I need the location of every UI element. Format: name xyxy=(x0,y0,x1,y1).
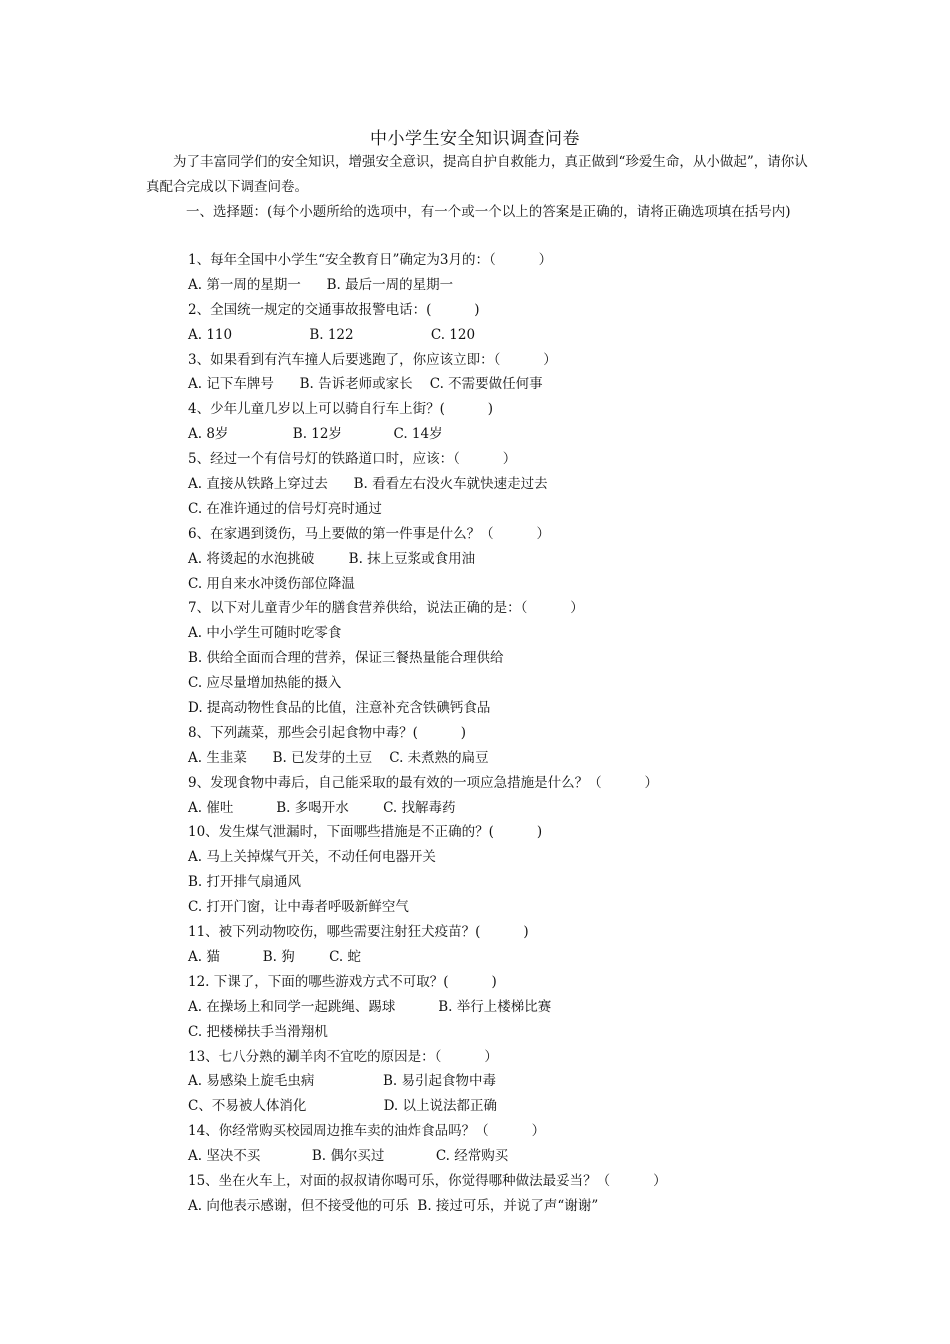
question-list xyxy=(188,248,828,1219)
question-14: 14、你经常购买校园周边推车卖的油炸食品吗？（ ） xyxy=(188,1123,546,1140)
question-9-options: A. 催吐 B. 多喝开水 C. 找解毒药 xyxy=(188,799,456,816)
question-8: 8、下列蔬菜，那些会引起食物中毒？( ) xyxy=(188,724,467,741)
question-7: 7、以下对儿童青少年的膳食营养供给，说法正确的是：（ ） xyxy=(188,600,584,617)
question-13-options: C、不易被人体消化 D. 以上说法都正确 xyxy=(188,1098,497,1115)
question-3-options: A. 记下车牌号 B. 告诉老师或家长 C. 不需要做任何事 xyxy=(188,376,543,393)
question-12: 12. 下课了，下面的哪些游戏方式不可取？( ) xyxy=(188,973,497,990)
question-1: 1、每年全国中小学生“安全教育日”确定为3月的：（ ） xyxy=(188,252,553,268)
question-5: 5、经过一个有信号灯的铁路道口时，应该：（ ） xyxy=(188,451,517,468)
question-12-options: A. 在操场上和同学一起跳绳、踢球 B. 举行上楼梯比赛 xyxy=(188,998,552,1015)
question-14-options: A. 坚决不买 B. 偶尔买过 C. 经常购买 xyxy=(188,1148,509,1165)
intro-paragraph: 为了丰富同学们的安全知识，增强安全意识，提高自护自救能力，真正做到“珍爱生命，从小做起”，请你认真配合完成以下调查问卷。 xyxy=(146,154,808,195)
question-6-options: A. 将烫起的水泡挑破 B. 抹上豆浆或食用油 xyxy=(188,550,476,567)
question-13-options: A. 易感染上旋毛虫病 B. 易引起食物中毒 xyxy=(188,1073,496,1090)
question-6-options: C. 用自来水冲烫伤部位降温 xyxy=(188,575,355,592)
question-9: 9、发现食物中毒后，自己能采取的最有效的一项应急措施是什么？（ ） xyxy=(188,774,659,791)
question-2-options: A. 110 B. 122 C. 120 xyxy=(188,326,476,343)
question-11-options: A. 猫 B. 狗 C. 蛇 xyxy=(188,948,362,965)
question-6: 6、在家遇到烫伤，马上要做的第一件事是什么？（ ） xyxy=(188,525,551,542)
question-10-options: A. 马上关掉煤气开关，不动任何电器开关 xyxy=(188,849,436,866)
question-15: 15、坐在火车上，对面的叔叔请你喝可乐，你觉得哪种做法最妥当？（ ） xyxy=(188,1172,667,1189)
question-4: 4、少年儿童几岁以上可以骑自行车上街？( ) xyxy=(188,401,494,418)
question-7-options: B. 供给全面而合理的营养，保证三餐热量能合理供给 xyxy=(188,650,504,667)
question-13: 13、七八分熟的涮羊肉不宜吃的原因是：（ ） xyxy=(188,1048,498,1065)
question-7-options: C. 应尽量增加热能的摄入 xyxy=(188,675,342,692)
page-title: 中小学生安全知识调查问卷 xyxy=(370,129,580,149)
question-8-options: A. 生韭菜 B. 已发芽的土豆 C. 未煮熟的扁豆 xyxy=(188,749,489,766)
question-5-options: C. 在准许通过的信号灯亮时通过 xyxy=(188,500,382,517)
question-15-options: A. 向他表示感谢，但不接受他的可乐 B. 接过可乐，并说了声“谢谢” xyxy=(188,1197,599,1214)
question-11: 11、被下列动物咬伤，哪些需要注射狂犬疫苗？( ) xyxy=(188,924,529,941)
question-5-options: A. 直接从铁路上穿过去 B. 看看左右没火车就快速走过去 xyxy=(188,476,548,493)
question-4-options: A. 8岁 B. 12岁 C. 14岁 xyxy=(188,426,443,443)
question-10-options: B. 打开排气扇通风 xyxy=(188,874,302,891)
question-10-options: C. 打开门窗，让中毒者呼吸新鲜空气 xyxy=(188,899,409,916)
section-heading: 一、选择题：(每个小题所给的选项中，有一个或一个以上的答案是正确的，请将正确选项填在括号内) xyxy=(186,204,791,220)
question-3: 3、如果看到有汽车撞人后要逃跑了，你应该立即：（ ） xyxy=(188,351,557,368)
question-10: 10、发生煤气泄漏时，下面哪些措施是不正确的？( ) xyxy=(188,824,543,841)
question-1-options: A. 第一周的星期一 B. 最后一周的星期一 xyxy=(188,276,454,293)
question-12-options: C. 把楼梯扶手当滑翔机 xyxy=(188,1023,328,1040)
question-2: 2、全国统一规定的交通事故报警电话：( ) xyxy=(188,301,480,318)
question-7-options: D. 提高动物性食品的比值，注意补充含铁碘钙食品 xyxy=(188,700,491,717)
question-7-options: A. 中小学生可随时吃零食 xyxy=(188,625,342,642)
